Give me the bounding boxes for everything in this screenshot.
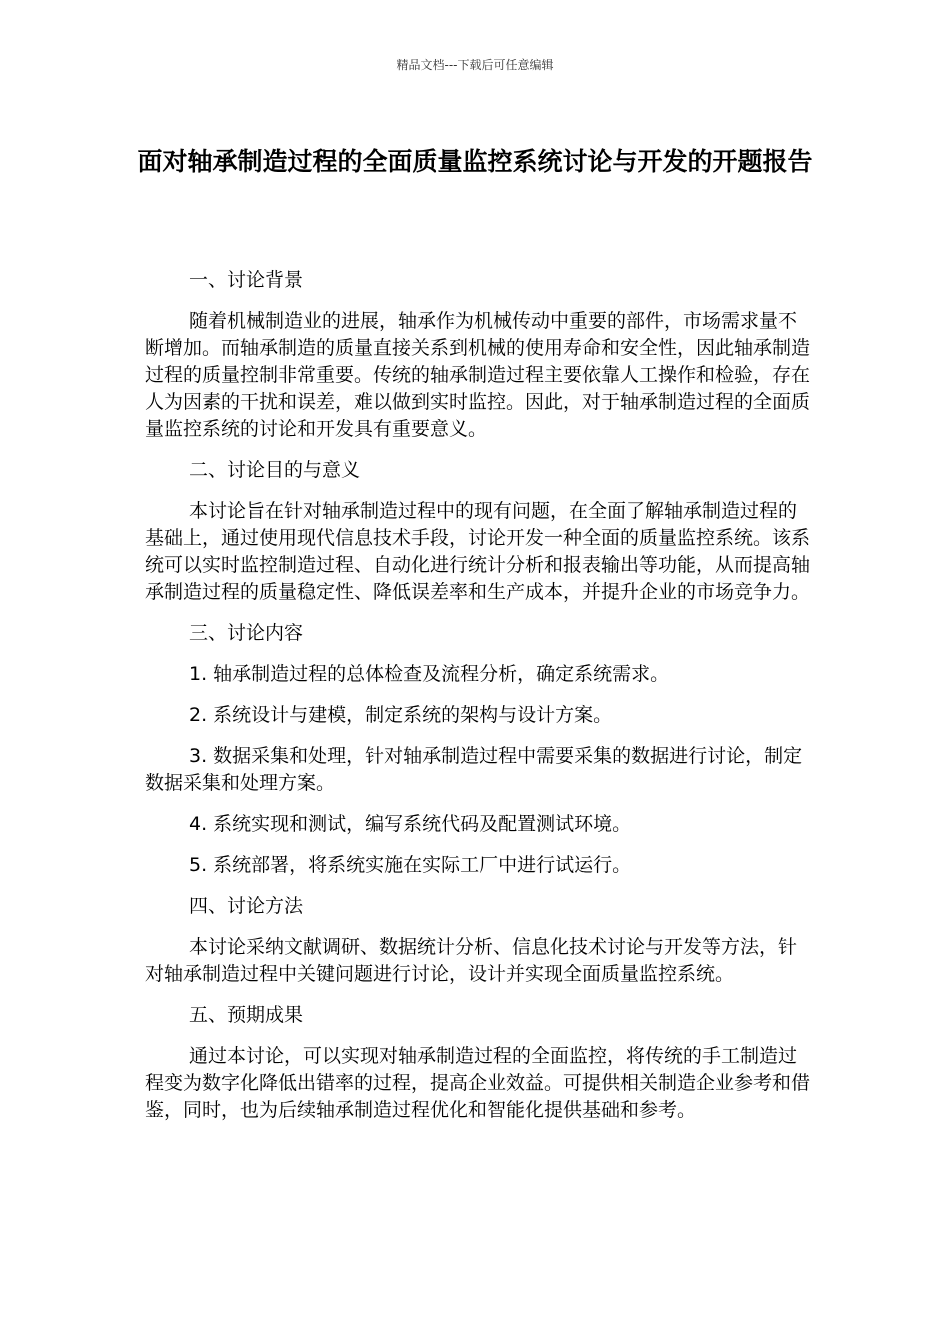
section-heading-outcome: 五、预期成果: [189, 1004, 304, 1026]
document-title: 面对轴承制造过程的全面质量监控系统讨论与开发的开题报告: [137, 147, 813, 176]
content-list-item: 3. 数据采集和处理，针对轴承制造过程中需要采集的数据进行讨论，制定数据采集和处理方案。: [145, 745, 803, 794]
section-heading-purpose: 二、讨论目的与意义: [189, 459, 361, 481]
section-heading-background: 一、讨论背景: [189, 269, 304, 291]
section-heading-method: 四、讨论方法: [189, 895, 304, 917]
outcome-paragraph: 通过本讨论，可以实现对轴承制造过程的全面监控，将传统的手工制造过程变为数字化降低出错率的过程，提高企业效益。可提供相关制造企业参考和借鉴，同时，也为后续轴承制造过程优化和智能化提供基础和参考。: [145, 1045, 811, 1121]
section-heading-content: 三、讨论内容: [189, 622, 304, 644]
purpose-paragraph: 本讨论旨在针对轴承制造过程中的现有问题，在全面了解轴承制造过程的基础上，通过使用现代信息技术手段，讨论开发一种全面的质量监控系统。该系统可以实时监控制造过程、自动化进行统计分析和报表输出等功能，从而提高轴承制造过程的质量稳定性、降低误差率和生产成本，并提升企业的市场竞争力。: [145, 500, 811, 603]
document-header-note: 精品文档---下载后可任意编辑: [396, 58, 554, 72]
document-body: [145, 267, 810, 1138]
method-paragraph: 本讨论采纳文献调研、数据统计分析、信息化技术讨论与开发等方法，针对轴承制造过程中关键问题进行讨论，设计并实现全面质量监控系统。: [145, 936, 798, 985]
content-list-item: 1. 轴承制造过程的总体检查及流程分析，确定系统需求。: [189, 663, 670, 685]
content-list-item: 4. 系统实现和测试，编写系统代码及配置测试环境。: [189, 813, 632, 835]
background-paragraph: 随着机械制造业的进展，轴承作为机械传动中重要的部件，市场需求量不断增加。而轴承制造的质量直接关系到机械的使用寿命和安全性，因此轴承制造过程的质量控制非常重要。传统的轴承制造过程主要依靠人工操作和检验，存在人为因素的干扰和误差，难以做到实时监控。因此，对于轴承制造过程的全面质量监控系统的讨论和开发具有重要意义。: [145, 310, 811, 440]
content-list-item: 5. 系统部署，将系统实施在实际工厂中进行试运行。: [189, 854, 632, 876]
content-list-item: 2. 系统设计与建模，制定系统的架构与设计方案。: [189, 704, 613, 726]
